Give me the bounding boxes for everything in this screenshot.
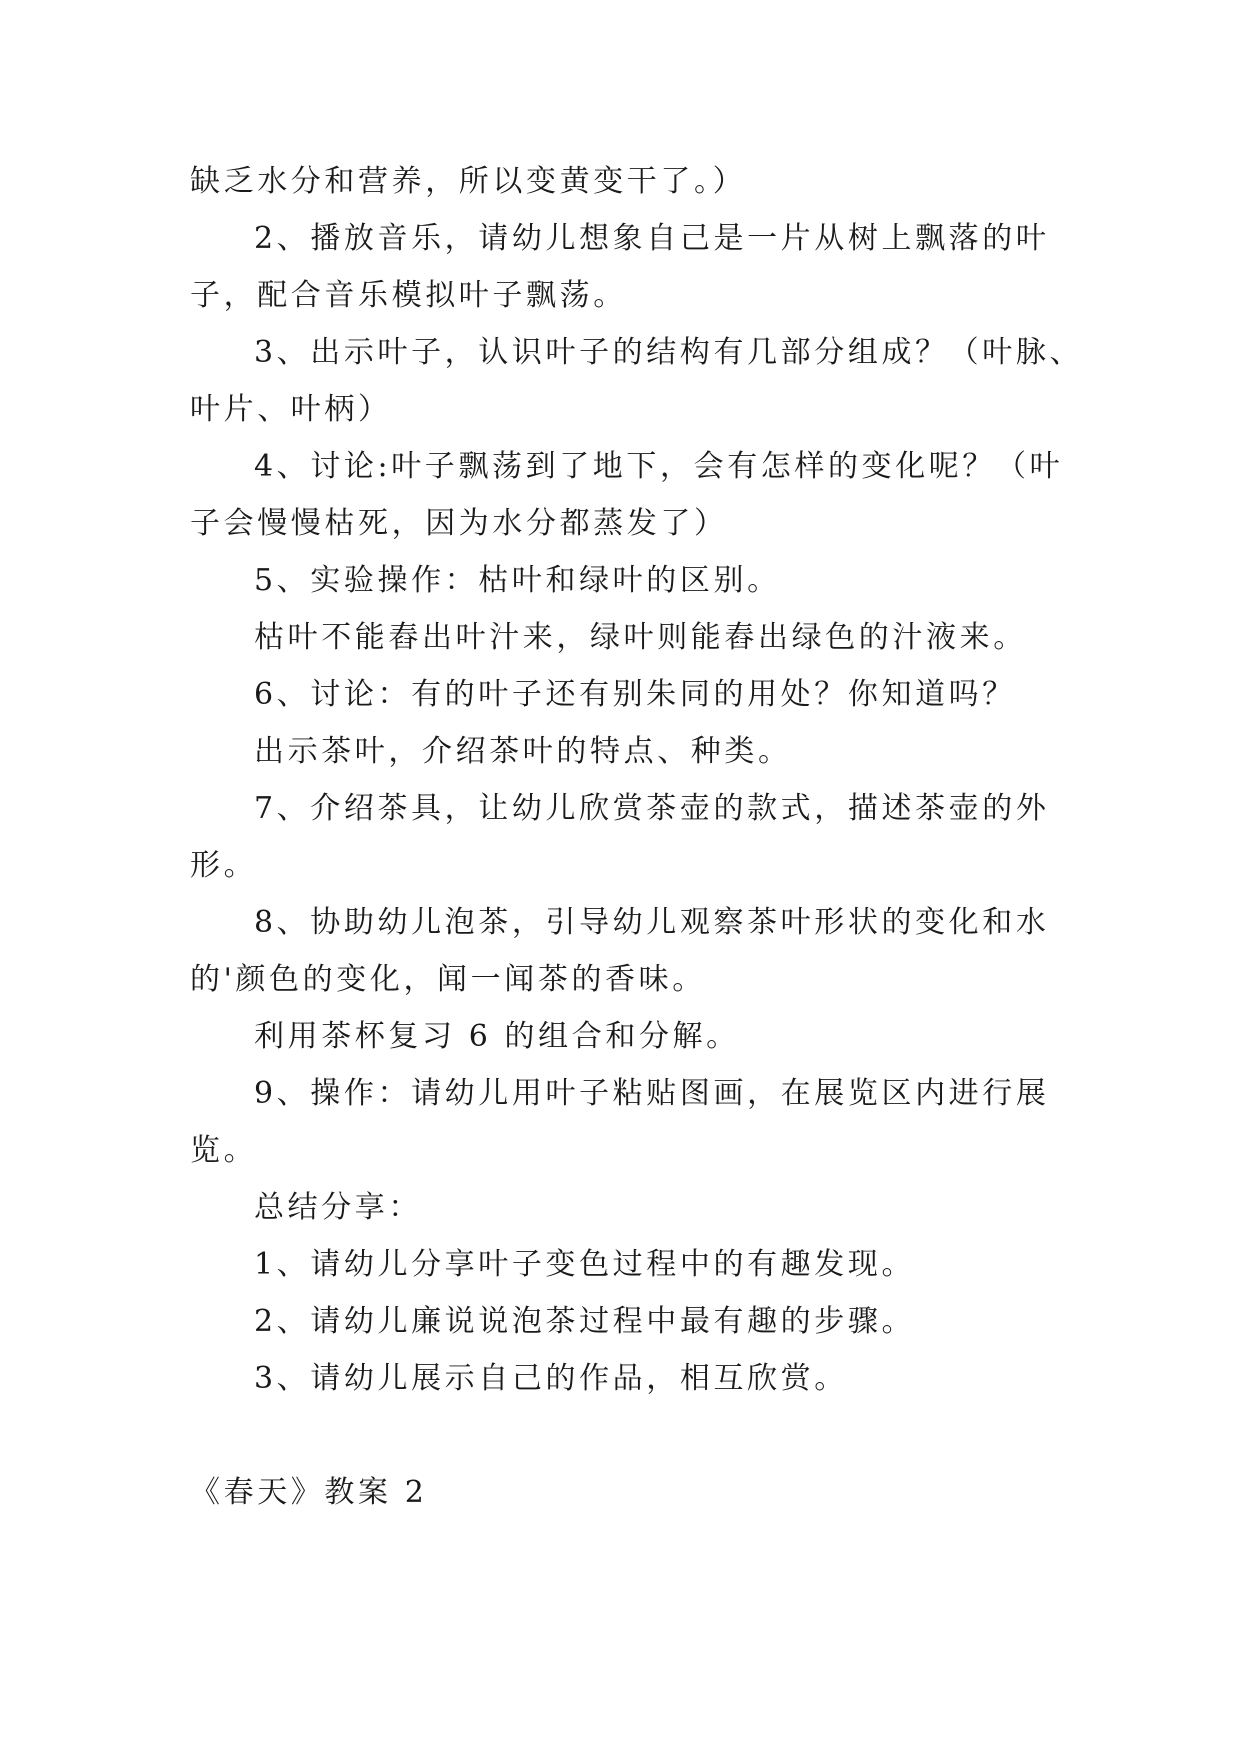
text-line-1: 缺乏水分和营养，所以变黄变干了。） bbox=[190, 164, 747, 199]
text-line-3: 子，配合音乐模拟叶子飘荡。 bbox=[190, 278, 627, 313]
text-line-15: 的'颜色的变化，闻一闻茶的香味。 bbox=[190, 962, 706, 997]
text-line-20: 1、请幼儿分享叶子变色过程中的有趣发现。 bbox=[254, 1247, 916, 1282]
text-line-7: 子会慢慢枯死，因为水分都蒸发了） bbox=[190, 506, 728, 541]
section-title: 《春天》教案 2 bbox=[190, 1475, 428, 1510]
text-line-4: 3、出示叶子，认识叶子的结构有几部分组成？（叶脉、 bbox=[254, 335, 1084, 370]
text-line-21: 2、请幼儿廉说说泡茶过程中最有趣的步骤。 bbox=[254, 1304, 916, 1339]
text-line-17: 9、操作：请幼儿用叶子粘贴图画，在展览区内进行展 bbox=[254, 1076, 1050, 1111]
text-line-6: 4、讨论:叶子飘荡到了地下，会有怎样的变化呢？（叶 bbox=[254, 449, 1064, 484]
text-line-5: 叶片、叶柄） bbox=[190, 392, 392, 427]
text-line-9: 枯叶不能舂出叶汁来，绿叶则能舂出绿色的汁液来。 bbox=[254, 620, 1027, 655]
text-line-13: 形。 bbox=[190, 848, 258, 883]
text-line-8: 5、实验操作：枯叶和绿叶的区别。 bbox=[254, 563, 781, 598]
text-line-14: 8、协助幼儿泡茶，引导幼儿观察茶叶形状的变化和水 bbox=[254, 905, 1050, 940]
text-line-16: 利用茶杯复习 6 的组合和分解。 bbox=[254, 1019, 740, 1054]
text-line-11: 出示茶叶，介绍茶叶的特点、种类。 bbox=[254, 734, 792, 769]
text-line-12: 7、介绍茶具，让幼儿欣赏茶壶的款式，描述茶壶的外 bbox=[254, 791, 1050, 826]
text-line-10: 6、讨论：有的叶子还有别朱同的用处？你知道吗？ bbox=[254, 677, 1016, 712]
text-line-18: 览。 bbox=[190, 1133, 258, 1168]
text-line-19: 总结分享： bbox=[254, 1190, 422, 1225]
text-line-22: 3、请幼儿展示自己的作品，相互欣赏。 bbox=[254, 1361, 848, 1396]
text-line-2: 2、播放音乐，请幼儿想象自己是一片从树上飘落的叶 bbox=[254, 221, 1050, 256]
